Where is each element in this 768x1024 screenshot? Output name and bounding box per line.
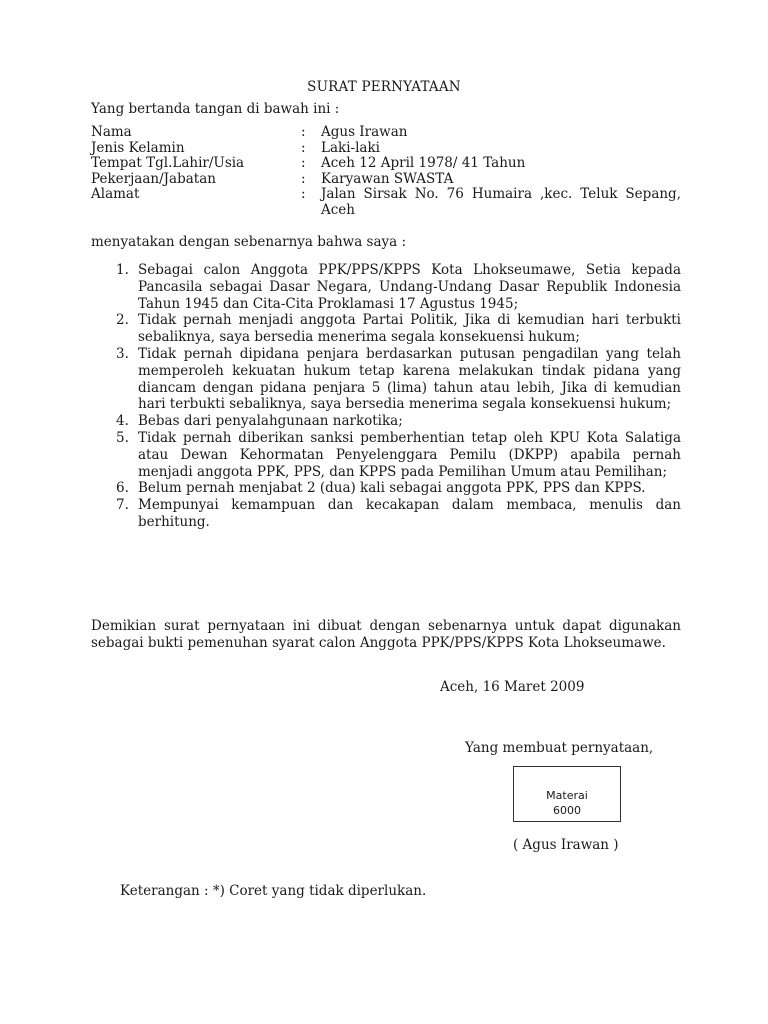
identity-label: Alamat bbox=[91, 186, 140, 202]
identity-row-occupation bbox=[91, 172, 681, 188]
list-item bbox=[116, 413, 681, 430]
stamp-line-2: 6000 bbox=[553, 804, 581, 817]
item-number: 6. bbox=[116, 480, 129, 497]
identity-value: Agus Irawan bbox=[321, 124, 408, 140]
identity-label: Nama bbox=[91, 124, 132, 140]
identity-row-address bbox=[91, 187, 681, 218]
list-item bbox=[116, 262, 681, 312]
identity-value: Jalan Sirsak No. 76 Humaira ,kec. Teluk Sepang, Aceh bbox=[321, 186, 681, 218]
identity-label: Pekerjaan/Jabatan bbox=[91, 170, 216, 187]
list-item bbox=[116, 346, 681, 413]
closing-paragraph: Demikian surat pernyataan ini dibuat dengan sebenarnya untuk dapat digunakan sebagai bukti pemenuhan syarat calon Anggota PPK/PPS/KPPS Kota Lhokseumawe. bbox=[91, 618, 681, 651]
identity-value: Aceh 12 April 1978/ 41 Tahun bbox=[321, 155, 526, 171]
item-text: Tidak pernah diberikan sanksi pemberhentian tetap oleh KPU Kota Salatiga atau Dewan Kehormatan Penyelenggara Pemilu (DKPP) apabila pernah menjadi anggota PPK, PPS, dan KPPS pada Pemilihan Umum atau Pemilihan; bbox=[138, 429, 681, 480]
identity-row-gender bbox=[91, 141, 681, 157]
item-text: Belum pernah menjabat 2 (dua) kali sebagai anggota PPK, PPS dan KPPS. bbox=[138, 480, 646, 497]
item-number: 3. bbox=[116, 345, 129, 362]
item-number: 2. bbox=[116, 312, 129, 329]
identity-label: Tempat Tgl.Lahir/Usia bbox=[91, 155, 245, 171]
footnote: Keterangan : *) Coret yang tidak diperlukan. bbox=[120, 883, 427, 899]
identity-row-name bbox=[91, 125, 681, 141]
identity-label: Jenis Kelamin bbox=[91, 139, 185, 156]
document-title: SURAT PERNYATAAN bbox=[307, 79, 461, 95]
item-number: 4. bbox=[116, 413, 129, 430]
list-item bbox=[116, 430, 681, 480]
signer-name: ( Agus Irawan ) bbox=[513, 837, 619, 853]
identity-value: Karyawan SWASTA bbox=[321, 170, 454, 187]
identity-colon: : bbox=[301, 186, 306, 202]
item-text: Sebagai calon Anggota PPK/PPS/KPPS Kota Lhokseumawe, Setia kepada Pancasila sebagai Dasar Negara, Undang-Undang Dasar Republik Indonesia Tahun 1945 dan Cita-Cita Proklamasi 17 Agustus 1945; bbox=[138, 262, 681, 312]
identity-colon: : bbox=[301, 155, 306, 171]
signer-label: Yang membuat pernyataan, bbox=[465, 740, 654, 756]
stamp-box bbox=[513, 766, 621, 822]
item-text: Mempunyai kemampuan dan kecakapan dalam membaca, menulis dan berhitung. bbox=[138, 497, 681, 530]
list-item bbox=[116, 480, 681, 497]
declaration-text: menyatakan dengan sebenarnya bahwa saya : bbox=[91, 234, 407, 250]
list-item bbox=[116, 312, 681, 346]
intro-text: Yang bertanda tangan di bawah ini : bbox=[91, 101, 340, 117]
identity-colon: : bbox=[301, 139, 306, 156]
item-number: 7. bbox=[116, 497, 129, 514]
item-text: Tidak pernah dipidana penjara berdasarkan putusan pengadilan yang telah memperoleh kekuatan hukum tetap karena melakukan tindak pidana yang diancam dengan pidana penjara 5 (lima) tahun atau lebih, Jika di kemudian hari terbukti sebaliknya, saya bersedia menerima segala konsekuensi hukum; bbox=[138, 345, 681, 413]
item-number: 1. bbox=[116, 262, 129, 278]
identity-colon: : bbox=[301, 170, 306, 187]
place-date: Aceh, 16 Maret 2009 bbox=[440, 679, 585, 695]
item-text: Bebas dari penyalahgunaan narkotika; bbox=[138, 413, 403, 430]
identity-value: Laki-laki bbox=[321, 139, 380, 156]
identity-colon: : bbox=[301, 124, 306, 140]
list-item bbox=[116, 497, 681, 531]
stamp-line-1: Materai bbox=[546, 789, 588, 802]
statement-list bbox=[116, 262, 681, 531]
item-number: 5. bbox=[116, 429, 129, 446]
identity-row-birth bbox=[91, 156, 681, 172]
identity-table bbox=[91, 125, 681, 218]
stamp-text bbox=[514, 788, 620, 818]
item-text: Tidak pernah menjadi anggota Partai Politik, Jika di kemudian hari terbukti sebaliknya, saya bersedia menerima segala konsekuensi hukum; bbox=[138, 312, 681, 346]
